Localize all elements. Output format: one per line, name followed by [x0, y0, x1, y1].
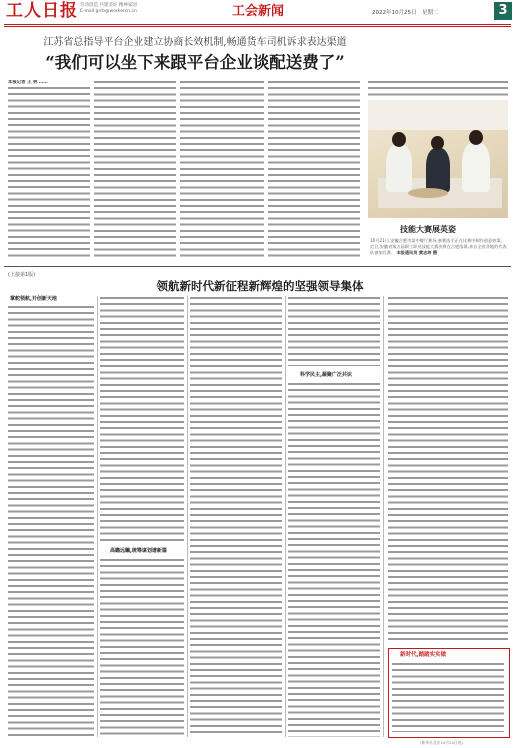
masthead-rule [4, 24, 511, 25]
section-divider [4, 266, 511, 267]
sidebar-box-text [392, 662, 504, 732]
page-number-badge: 3 [494, 2, 512, 20]
feature-subhead-3: 科学民主,凝聚广泛共识 [300, 372, 352, 378]
issue-date: 2022年10月25日 星期二 [372, 10, 439, 16]
masthead [0, 0, 515, 24]
feature-column-2-bottom [100, 558, 184, 737]
feature-subhead-2: 高瞻远瞩,统筹谋划谱新篇 [110, 548, 167, 554]
column-rule [285, 296, 286, 737]
feature-column-4-bottom [288, 382, 380, 737]
logo-subtitle [80, 3, 137, 15]
top-story-headline: “我们可以坐下来跟平台企业谈配送费了” [45, 53, 345, 72]
photo-title: 技能大赛展英姿 [400, 225, 456, 234]
column-rule [97, 296, 98, 737]
top-story-column-5 [368, 80, 508, 98]
feature-column-1 [8, 305, 94, 737]
feature-title: 领航新时代新征程新辉煌的坚强领导集体 [156, 279, 364, 293]
continued-from-tag: (上接第1版) [8, 272, 36, 278]
photo-chef2-head [469, 130, 483, 145]
photo-caption [370, 238, 508, 256]
logo-subtitle-line2: E-mail:grrb@workercn.cn [80, 9, 137, 14]
feature-column-2-top [100, 296, 184, 542]
feature-dateline: (新华社北京10月24日电) [420, 740, 463, 745]
photo-chef-head [392, 132, 406, 147]
feature-column-3 [190, 296, 282, 737]
news-photo [368, 100, 508, 218]
top-story-column-2 [94, 80, 176, 260]
photo-chef-figure [386, 144, 412, 192]
photo-credit: 本报通讯员 黄志坤 摄 [396, 250, 438, 255]
photo-background-wall [368, 100, 508, 130]
top-story-byline: 本报记者 王 林 …… [8, 80, 48, 85]
photo-judge-figure [426, 148, 450, 192]
sidebar-box-title: 新时代,踏踏实实做 [400, 652, 447, 658]
top-story-column-1 [8, 80, 90, 260]
newspaper-logo: 工人日报 [6, 1, 78, 21]
masthead-rule-thin [4, 26, 511, 27]
column-rule [187, 296, 188, 737]
photo-dish [408, 188, 448, 198]
photo-judge-head [431, 136, 444, 150]
feature-column-4-top [288, 296, 380, 366]
feature-column-5 [388, 296, 508, 642]
photo-chef2-figure [462, 142, 490, 192]
section-name: 工会新闻 [232, 4, 285, 19]
top-story-column-3 [180, 80, 264, 260]
feature-subhead-1: 掌舵领航,开创新天地 [10, 296, 57, 302]
top-story-column-4 [268, 80, 360, 260]
top-story-kicker: 江苏省总指导平台企业建立协商长效机制,畅通货车司机诉求表达渠道 [43, 37, 347, 48]
logo-subtitle-line1: 劳动创造 共建美好 精神家园 [80, 3, 137, 8]
body-text-block [8, 86, 90, 260]
photo-caption-text: 10月21日,安徽合肥市某中餐厅赛场,参赛选手正在比赛中制作创意热菜。近日,安徽省第五届职工职业技能大赛决赛在合肥落幕,来自全省各地的代表队参加比赛。 [370, 238, 507, 255]
column-rule [383, 296, 384, 737]
